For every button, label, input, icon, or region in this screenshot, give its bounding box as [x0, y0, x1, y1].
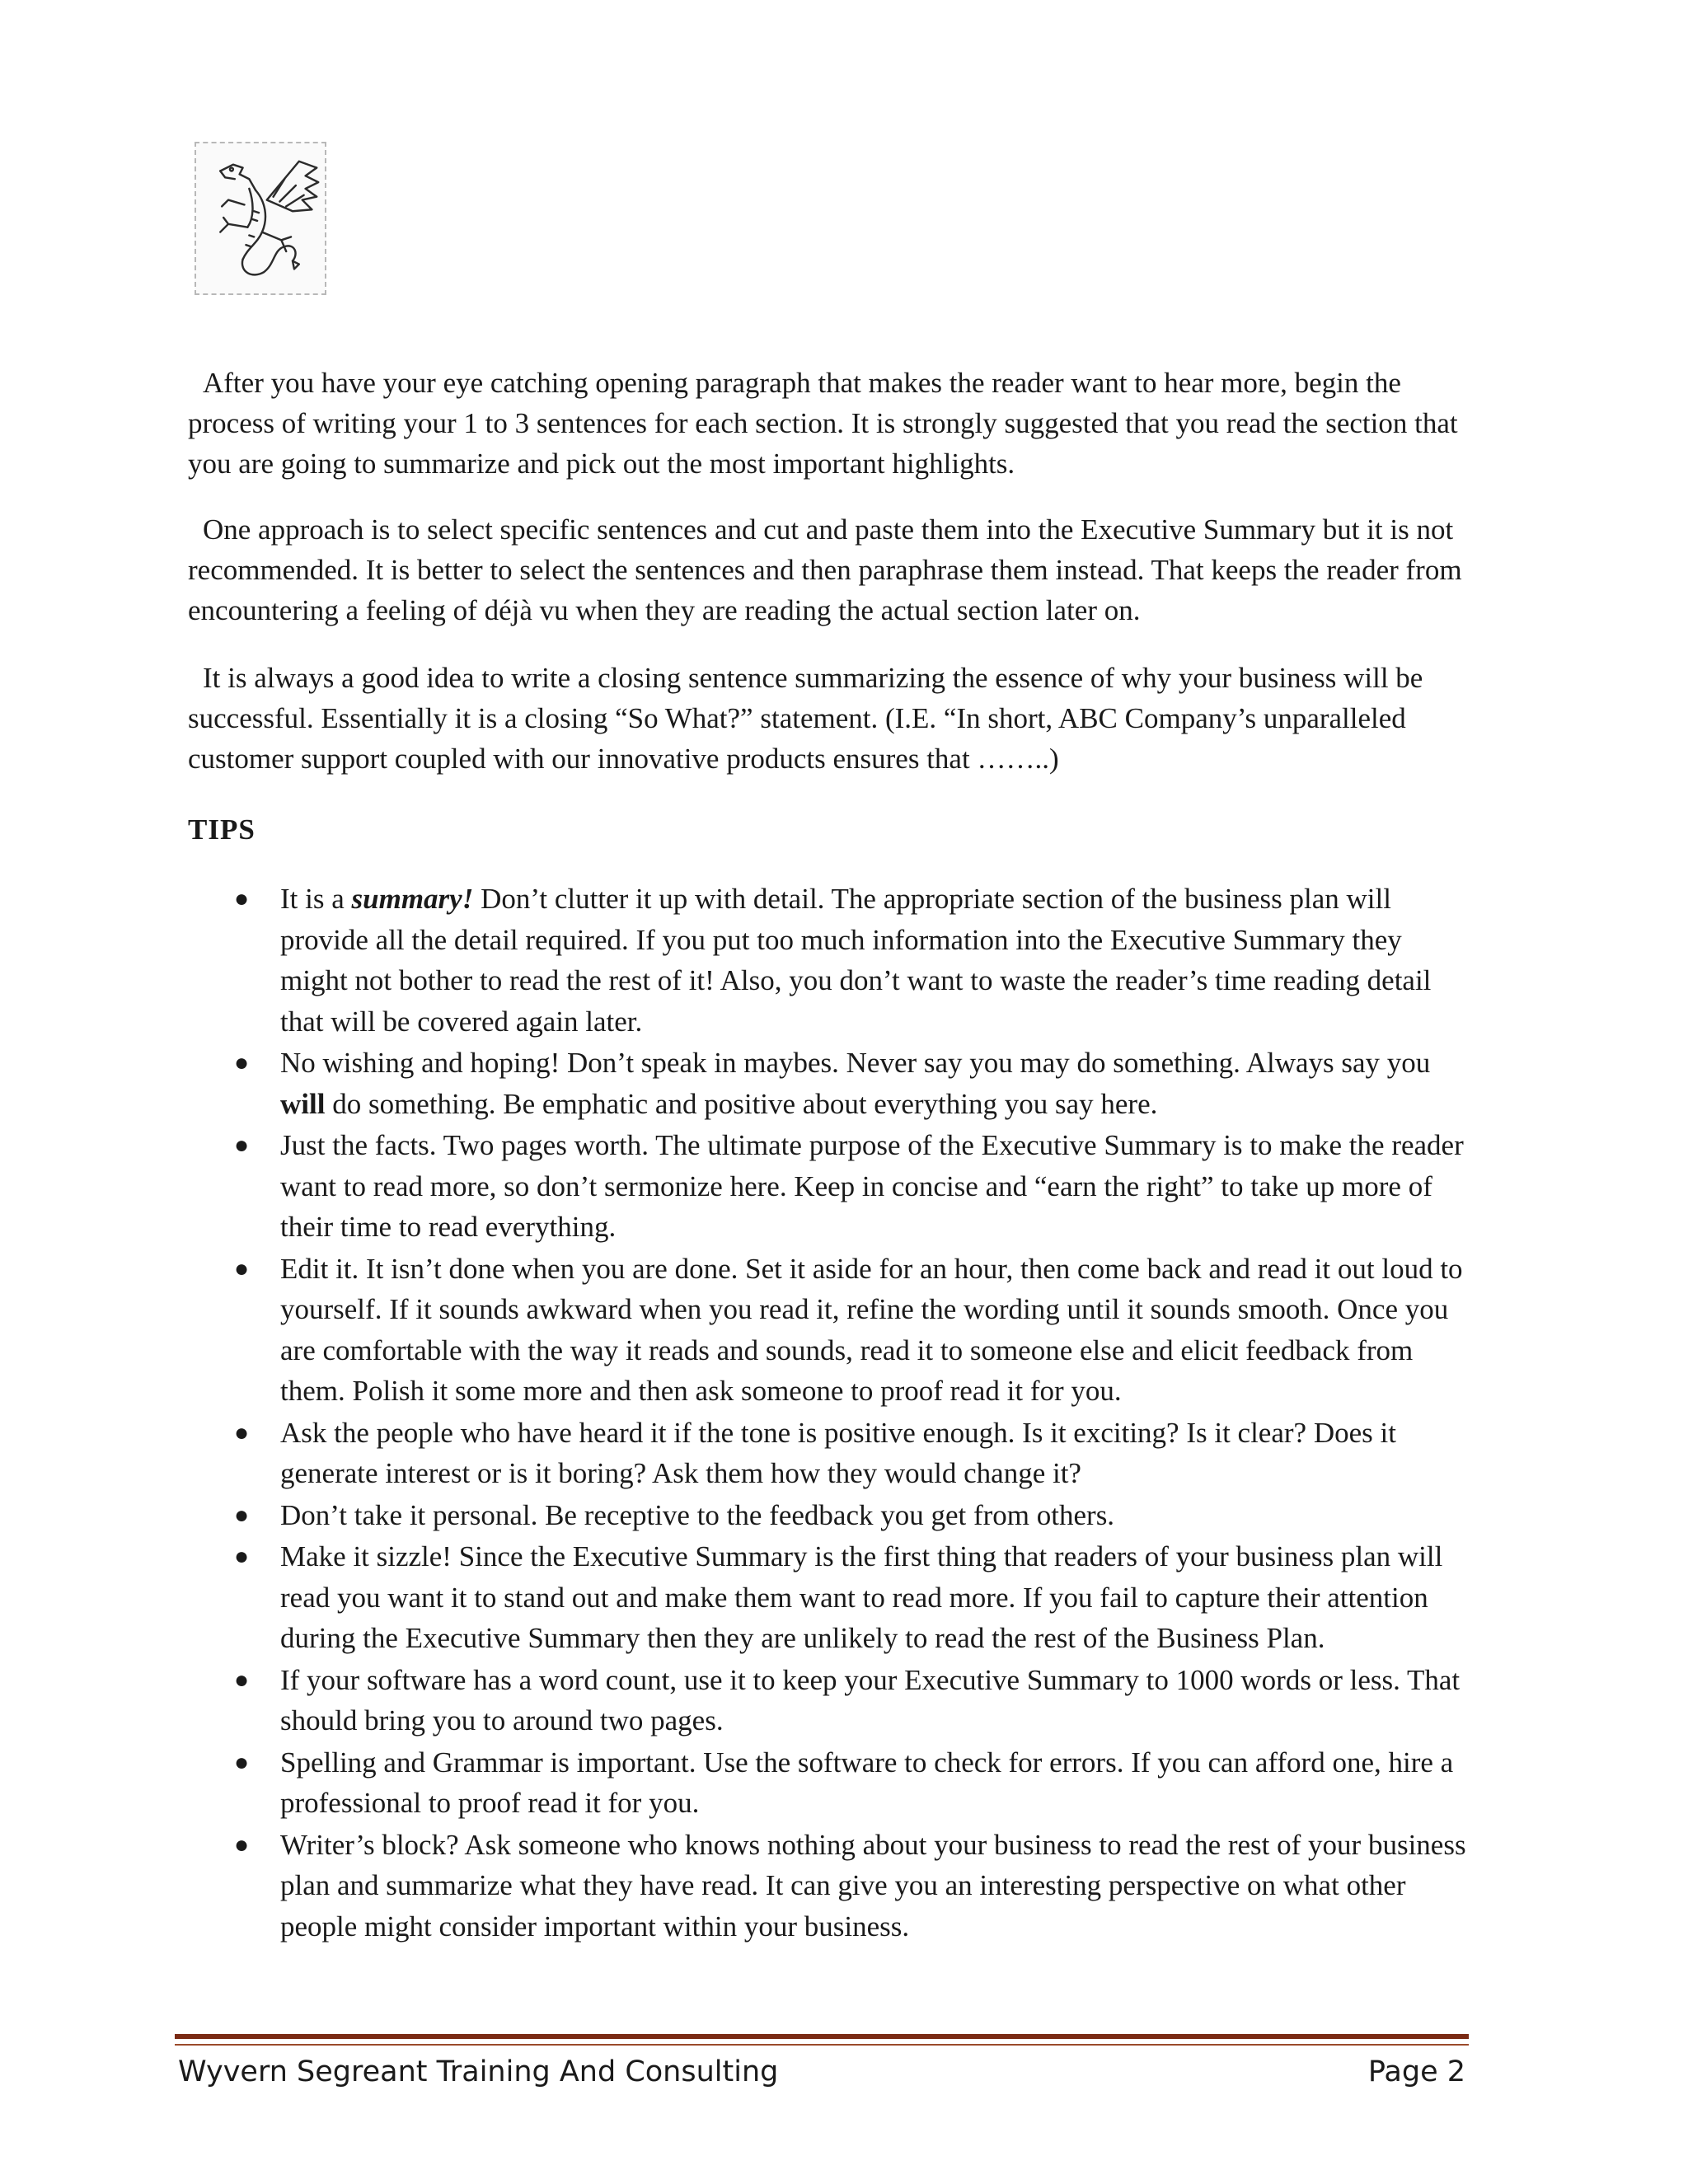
emphasis-text: will	[280, 1087, 326, 1120]
bullet-icon: ●	[234, 885, 250, 912]
bullet-icon: ●	[234, 1666, 250, 1694]
footer-rule	[175, 2034, 1469, 2039]
intro-paragraph: After you have your eye catching opening paragraph that makes the reader want to hear more, begin the process of writing your 1 to 3 sentences for each section. It is strongly suggested that you read the section that you are going to summarize and pick out the most important highlights.	[188, 367, 1458, 480]
bullet-icon: ●	[234, 1049, 250, 1076]
bullet-icon: ●	[234, 1132, 250, 1159]
tip-item: ● Edit it. It isn’t done when you are done. Set it aside for an hour, then come back and read it out loud to yourself. If it sounds awkward when you read it, refine the wording until it sounds smooth. Once you are comfortable with the way it reads and sounds, read it to someone else and elicit feedback from them. Polish it some more and then ask someone to proof read it for you.	[280, 1249, 1467, 1412]
tip-item: ● It is a summary! Don’t clutter it up with detail. The appropriate section of the business plan will provide all the detail required. If you put too much information into the Executive Summary they might not bother to read the rest of it! Also, you don’t want to waste the reader’s time reading detail that will be covered again later.	[280, 879, 1467, 1042]
bullet-icon: ●	[234, 1501, 250, 1529]
bullet-icon: ●	[234, 1748, 250, 1776]
tip-item: ● Don’t take it personal. Be receptive to the feedback you get from others.	[280, 1495, 1467, 1536]
emphasis-text: summary!	[351, 883, 474, 915]
tip-item: ● No wishing and hoping! Don’t speak in maybes. Never say you may do something. Always say you will do something. Be emphatic and positive about everything you say here.	[280, 1043, 1467, 1124]
closing-paragraph: It is always a good idea to write a closing sentence summarizing the essence of why your business will be successful. Essentially it is a closing “So What?” statement. (I.E. “In short, ABC Company’s unparalleled customer support coupled with our innovative products ensures that ……..)	[188, 662, 1423, 775]
tip-item: ● Spelling and Grammar is important. Use the software to check for errors. If you can afford one, hire a professional to proof read it for you.	[280, 1742, 1467, 1824]
footer-page-number: Page 2	[1367, 2055, 1465, 2088]
bullet-icon: ●	[234, 1254, 250, 1282]
tips-list	[234, 879, 1467, 1947]
approach-paragraph: One approach is to select specific sentences and cut and paste them into the Executive Summary but it is not recommended. It is better to select the sentences and then paraphrase them instead. That keeps the reader from encountering a feeling of déjà vu when they are reading the actual section later on.	[188, 513, 1462, 626]
wyvern-dragon-icon	[196, 143, 325, 293]
company-logo	[195, 142, 326, 295]
bullet-icon: ●	[234, 1543, 250, 1570]
tip-item: ● Writer’s block? Ask someone who knows nothing about your business to read the rest of your business plan and summarize what they have read. It can give you an interesting perspective on what other people might consider important within your business.	[280, 1825, 1467, 1947]
footer-company-name: Wyvern Segreant Training And Consulting	[178, 2055, 779, 2088]
tips-heading: TIPS	[188, 813, 256, 846]
tip-item: ● Make it sizzle! Since the Executive Summary is the first thing that readers of your business plan will read you want it to stand out and make them want to read more. If you fail to capture their attention during the Executive Summary then they are unlikely to read the rest of the Business Plan.	[280, 1536, 1467, 1659]
bullet-icon: ●	[234, 1418, 250, 1446]
footer-rule-thin	[175, 2044, 1469, 2046]
tip-item: ● Ask the people who have heard it if the tone is positive enough. Is it exciting? Is it clear? Does it generate interest or is it boring? Ask them how they would change it?	[280, 1413, 1467, 1494]
tip-item: ● Just the facts. Two pages worth. The ultimate purpose of the Executive Summary is to make the reader want to read more, so don’t sermonize here. Keep in concise and “earn the right” to take up more of their time to read everything.	[280, 1125, 1467, 1248]
tip-item: ● If your software has a word count, use it to keep your Executive Summary to 1000 words or less. That should bring you to around two pages.	[280, 1660, 1467, 1741]
bullet-icon: ●	[234, 1830, 250, 1858]
